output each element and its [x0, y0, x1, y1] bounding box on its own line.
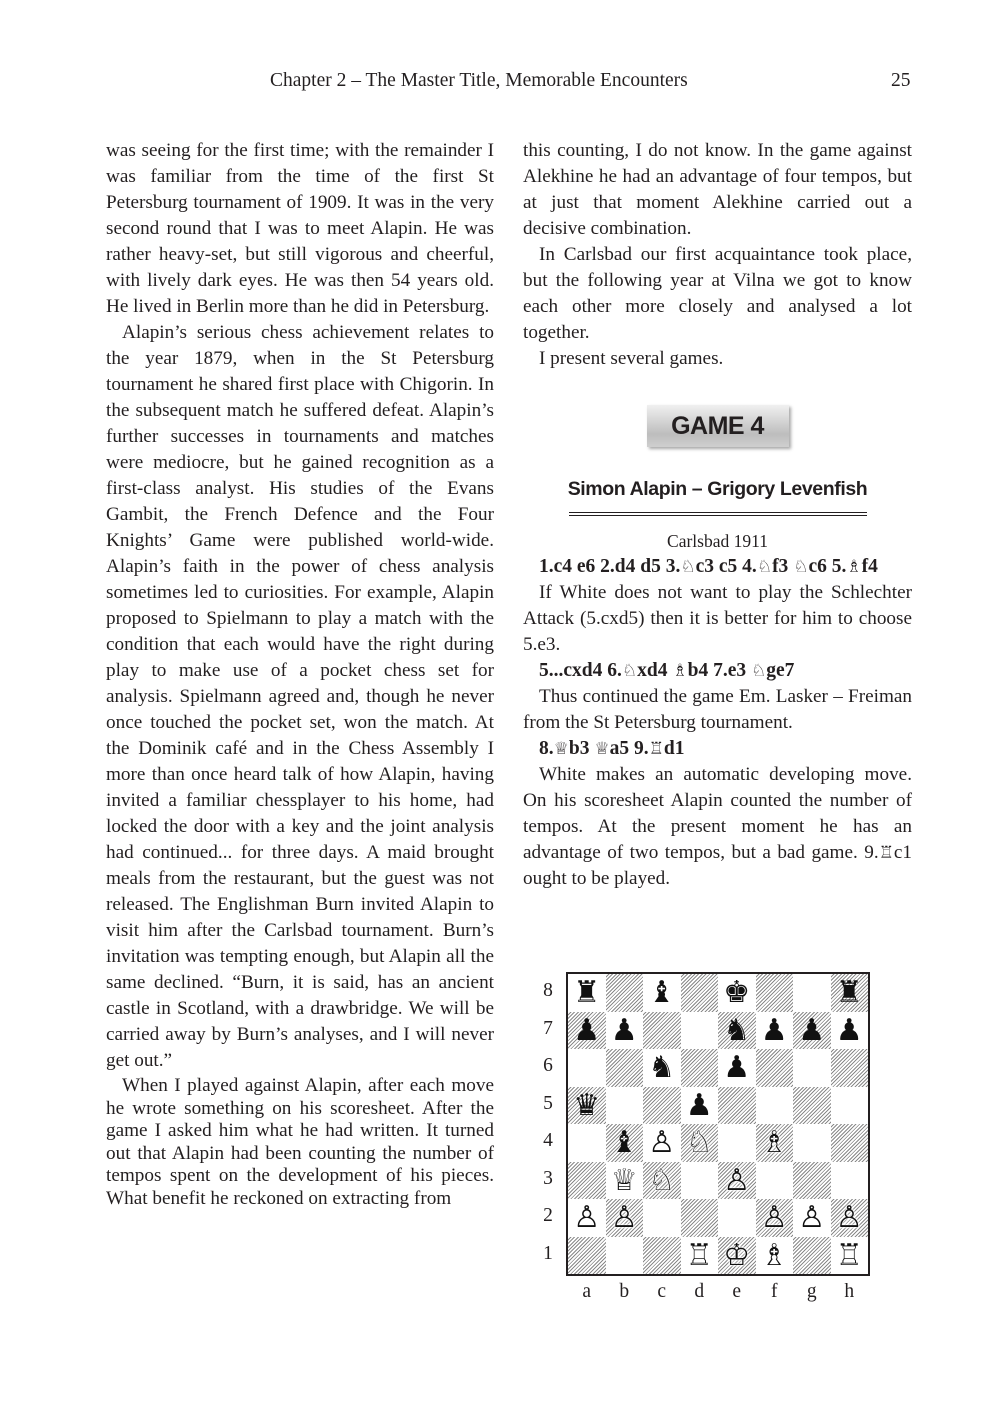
page-number: 25	[891, 70, 911, 91]
file-label: a	[582, 1281, 592, 1302]
white-queen-icon: ♕	[610, 1162, 638, 1198]
move-text: a5 9.	[609, 738, 649, 759]
square-c8	[643, 974, 681, 1012]
move-text: b3	[568, 738, 595, 759]
black-queen-icon: ♛	[573, 1087, 601, 1123]
file-label: d	[694, 1281, 705, 1302]
square-h4	[831, 1124, 869, 1162]
file-label: e	[732, 1281, 742, 1302]
white-pawn-icon: ♙	[798, 1200, 826, 1235]
move-list	[523, 554, 912, 580]
paragraph: this counting, I do not know. In the game against Alekhine he had an advantage of four tempos, but at just that moment Alekhine carried out a decisive combination.	[523, 140, 912, 239]
white-pawn-icon: ♙	[723, 1162, 751, 1198]
white-king-icon: ♔	[723, 1237, 751, 1273]
move-text: ge7	[766, 660, 795, 681]
black-pawn-icon: ♟	[760, 1012, 788, 1048]
black-knight-icon: ♞	[648, 1050, 676, 1085]
square-a2	[568, 1199, 606, 1237]
queen-icon: ♕	[553, 739, 569, 759]
square-f5	[756, 1087, 794, 1125]
rook-icon: ♖	[878, 843, 894, 863]
square-d3	[681, 1162, 719, 1200]
square-g3	[793, 1162, 831, 1200]
move-text: f3	[772, 556, 794, 577]
square-g6	[793, 1049, 831, 1087]
file-label: h	[844, 1281, 855, 1302]
paragraph: Alapin’s serious chess achievement relates to the year 1879, when in the St Petersburg tournament he shared first place with Chigorin. In the subsequent match he suffered defeat. Alapin’s further successes in tournaments and matches were mediocre, but he gained recognition as a first-class analyst. His studies of the Evans Gambit, the French Defence and the Four Knights’ Game were published world-wide. Alapin’s faith in the power of chess analysis sometimes led to curiosities. For example, Alapin proposed to Spielmann to play a match with the condition that each would have the right during play to make use of a pocket chess set for analysis. Spielmann agreed and, though he never once touched the pocket set, won the match. At the Dominik café and in the Chess Assembly I more than once heard talk of how Alapin, having invited a familiar chessplayer to his home, had locked the door with a key and the joint analysis had continued... for three days. A maid brought meals from the restaurant, but the guest was not released. The Englishman Burn invited Alapin to visit him after the Carlsbad tournament. Burn’s invitation was tempting enough, but Alapin all the same declined. “Burn, it is said, has an ancient castle in Scotland, with a drawbridge. We will be carried away by Burn’s analyses, and I will never get out.”	[106, 322, 494, 1071]
chess-diagram	[530, 970, 870, 1310]
file-label: b	[619, 1281, 630, 1302]
square-d7	[681, 1012, 719, 1050]
square-b3	[606, 1162, 644, 1200]
knight-icon: ♘	[621, 661, 638, 681]
move-text: b4 7.e3	[687, 660, 751, 681]
move-text: 5...cxd4 6.	[539, 660, 622, 681]
knight-icon: ♘	[756, 557, 773, 577]
white-pawn-icon: ♙	[610, 1200, 638, 1235]
square-g7	[793, 1012, 831, 1050]
square-h7	[831, 1012, 869, 1050]
move-text: 8.	[539, 738, 554, 759]
chess-board	[566, 972, 870, 1276]
square-h2	[831, 1199, 869, 1237]
black-pawn-icon: ♟	[573, 1012, 601, 1048]
square-g5	[793, 1087, 831, 1125]
file-label: g	[806, 1281, 817, 1302]
square-b5	[606, 1087, 644, 1125]
square-f7	[756, 1012, 794, 1050]
game-players: Simon Alapin – Grigory Levenfish	[567, 478, 868, 500]
square-g8	[793, 974, 831, 1012]
black-king-icon: ♚	[723, 975, 751, 1010]
square-f8	[756, 974, 794, 1012]
square-e5	[718, 1087, 756, 1125]
black-pawn-icon: ♟	[685, 1087, 713, 1123]
white-bishop-icon: ♗	[760, 1237, 788, 1273]
square-b1	[606, 1237, 644, 1275]
rank-label: 2	[543, 1205, 553, 1226]
square-e2	[718, 1199, 756, 1237]
square-c5	[643, 1087, 681, 1125]
move-list	[523, 736, 912, 762]
knight-icon: ♘	[793, 557, 809, 577]
square-d8	[681, 974, 719, 1012]
square-a6	[568, 1049, 606, 1087]
square-f6	[756, 1049, 794, 1087]
square-a7	[568, 1012, 606, 1050]
black-rook-icon: ♜	[573, 975, 601, 1010]
rook-icon: ♖	[648, 739, 664, 759]
square-g4	[793, 1124, 831, 1162]
square-b7	[606, 1012, 644, 1050]
black-pawn-icon: ♟	[835, 1012, 863, 1048]
rank-label: 6	[543, 1055, 553, 1076]
left-column	[106, 138, 494, 1211]
knight-icon: ♘	[750, 661, 767, 681]
move-text: c6 5.	[808, 556, 847, 577]
square-c2	[643, 1199, 681, 1237]
square-b2	[606, 1199, 644, 1237]
bishop-icon: ♗	[846, 557, 862, 577]
move-text: 1.c4 e6 2.d4 d5 3.	[539, 556, 681, 577]
black-bishop-icon: ♝	[610, 1125, 638, 1160]
square-d6	[681, 1049, 719, 1087]
running-head: Chapter 2 – The Master Title, Memorable Encounters	[270, 70, 688, 91]
square-h1	[831, 1237, 869, 1275]
square-h8	[831, 974, 869, 1012]
white-rook-icon: ♖	[685, 1237, 713, 1273]
square-c6	[643, 1049, 681, 1087]
game-label: GAME 4	[647, 405, 789, 447]
white-knight-icon: ♘	[648, 1162, 676, 1198]
square-a4	[568, 1124, 606, 1162]
square-h6	[831, 1049, 869, 1087]
square-d5	[681, 1087, 719, 1125]
rank-label: 4	[543, 1130, 553, 1151]
square-e8	[718, 974, 756, 1012]
move-text: xd4	[637, 660, 673, 681]
annotation-text: c1 ought to be played.	[523, 842, 912, 889]
file-label: c	[657, 1281, 667, 1302]
white-bishop-icon: ♗	[760, 1125, 788, 1160]
black-rook-icon: ♜	[835, 975, 863, 1010]
rank-label: 1	[543, 1242, 553, 1264]
black-bishop-icon: ♝	[648, 975, 676, 1010]
white-knight-icon: ♘	[685, 1125, 713, 1160]
square-a1	[568, 1237, 606, 1275]
right-column	[523, 138, 912, 892]
square-a5	[568, 1087, 606, 1125]
square-c1	[643, 1237, 681, 1275]
annotation	[523, 762, 912, 892]
square-e7	[718, 1012, 756, 1050]
square-a3	[568, 1162, 606, 1200]
square-b6	[606, 1049, 644, 1087]
black-pawn-icon: ♟	[798, 1012, 826, 1048]
white-rook-icon: ♖	[835, 1237, 863, 1273]
bishop-icon: ♗	[672, 661, 688, 681]
paragraph: When I played against Alapin, after each move he wrote something on his scoresheet. After the game I asked him what he had written. It turned out that Alapin had been counting the number of tempos spent on the development of his pieces. What benefit he reckoned on extracting from	[106, 1075, 494, 1209]
page-header	[0, 70, 1000, 100]
rank-label: 7	[543, 1017, 553, 1039]
black-pawn-icon: ♟	[610, 1012, 638, 1048]
square-c4	[643, 1124, 681, 1162]
square-e1	[718, 1237, 756, 1275]
square-b8	[606, 974, 644, 1012]
move-text: c3 c5 4.	[695, 556, 757, 577]
square-e6	[718, 1049, 756, 1087]
square-c7	[643, 1012, 681, 1050]
white-pawn-icon: ♙	[648, 1125, 676, 1160]
white-pawn-icon: ♙	[835, 1200, 863, 1235]
paragraph: I present several games.	[539, 348, 724, 369]
square-d2	[681, 1199, 719, 1237]
square-b4	[606, 1124, 644, 1162]
square-h3	[831, 1162, 869, 1200]
move-list	[523, 658, 912, 684]
move-text: f4	[861, 556, 878, 577]
game-venue: Carlsbad 1911	[667, 531, 768, 551]
square-g2	[793, 1199, 831, 1237]
white-pawn-icon: ♙	[573, 1200, 601, 1235]
square-f3	[756, 1162, 794, 1200]
move-text: d1	[663, 738, 685, 759]
paragraph: was seeing for the first time; with the remainder I was familiar from the time of the first St Petersburg tournament of 1909. It was in the very second round that I was to meet Alapin. He was rather heavy-set, but still vigorous and cheerful, with lively dark eyes. He was then 54 years old. He lived in Berlin more than he did in Petersburg.	[106, 140, 494, 317]
square-e3	[718, 1162, 756, 1200]
square-f4	[756, 1124, 794, 1162]
square-h5	[831, 1087, 869, 1125]
square-c3	[643, 1162, 681, 1200]
square-f1	[756, 1237, 794, 1275]
square-g1	[793, 1237, 831, 1275]
square-d1	[681, 1237, 719, 1275]
annotation: Thus continued the game Em. Lasker – Freiman from the St Petersburg tournament.	[523, 686, 912, 733]
square-f2	[756, 1199, 794, 1237]
square-d4	[681, 1124, 719, 1162]
knight-icon: ♘	[680, 557, 696, 577]
square-a8	[568, 974, 606, 1012]
double-rule-divider	[569, 512, 867, 516]
black-knight-icon: ♞	[723, 1012, 751, 1048]
annotation-text: White makes an automatic developing move. On his scoresheet Alapin counted the number of tempos. At the present moment he has an advantage of two tempos, but a bad game. 9.	[523, 764, 912, 863]
paragraph: In Carlsbad our first acquaintance took place, but the following year at Vilna we got to know each other more closely and analysed a lot together.	[523, 244, 912, 343]
white-pawn-icon: ♙	[760, 1200, 788, 1235]
rank-label: 3	[543, 1167, 553, 1189]
queen-icon: ♕	[594, 739, 610, 759]
annotation: If White does not want to play the Schlechter Attack (5.cxd5) then it is better for him to choose 5.e3.	[523, 582, 912, 655]
black-pawn-icon: ♟	[723, 1050, 751, 1085]
rank-label: 8	[543, 980, 553, 1001]
square-e4	[718, 1124, 756, 1162]
rank-label: 5	[543, 1092, 553, 1114]
file-label: f	[771, 1281, 778, 1302]
